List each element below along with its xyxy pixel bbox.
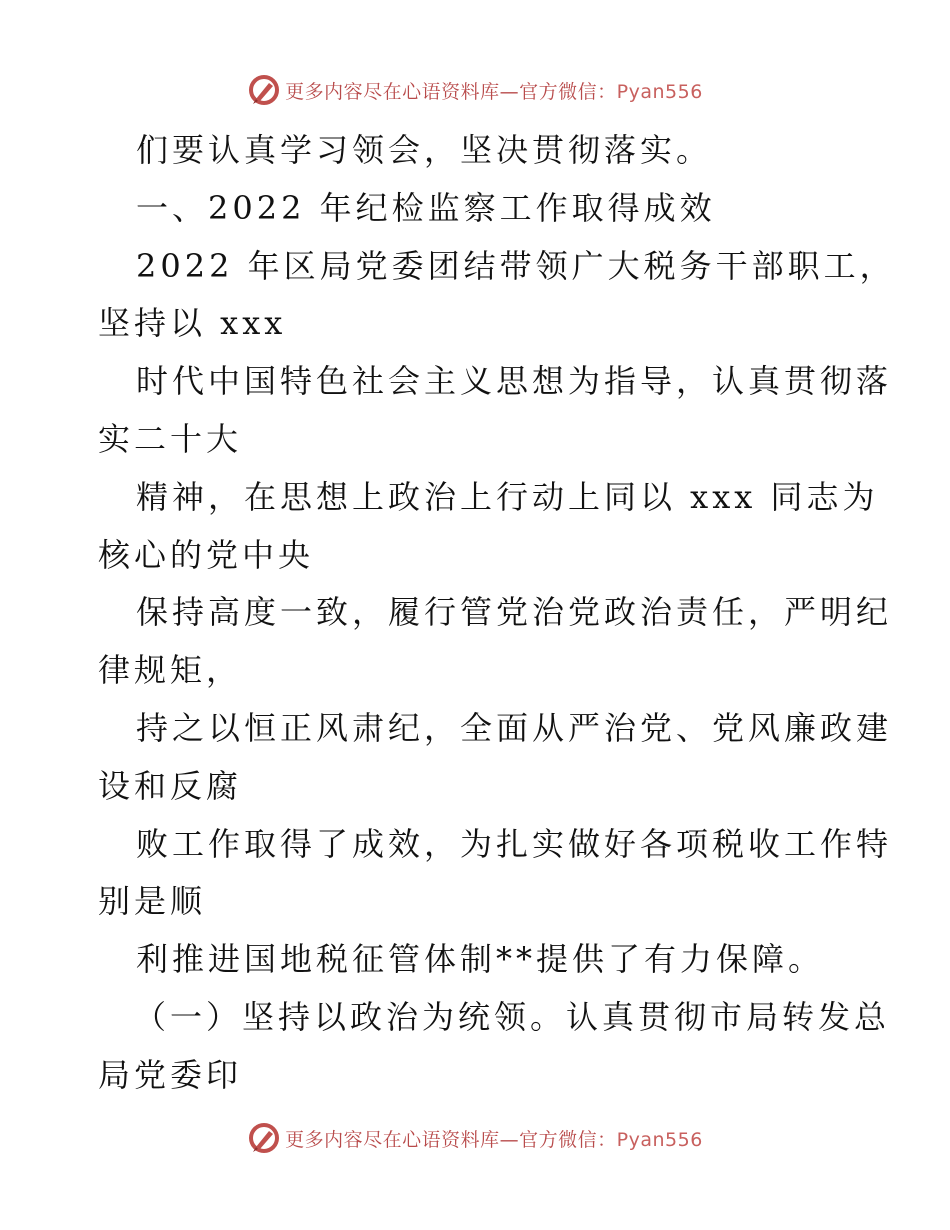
paragraph-line: 们要认真学习领会，坚决贯彻落实。	[136, 131, 713, 169]
header-banner-text	[285, 77, 703, 104]
paragraph-line: 别是顺	[98, 882, 207, 921]
footer-banner-chinese: 更多内容尽在心语资料库—官方微信：	[285, 1128, 617, 1151]
header-banner-chinese: 更多内容尽在心语资料库—官方微信：	[285, 80, 617, 103]
paragraph-line: 实二十大	[98, 419, 243, 458]
header-banner-wechat-id: Pyan556	[616, 80, 703, 103]
paragraph-line: 保持高度一致，履行管党治党政治责任，严明纪	[136, 593, 893, 632]
paragraph-line: 精神，在思想上政治上行动上同以 xxx 同志为	[136, 477, 879, 516]
paragraph-line: 2022 年区局党委团结带领广大税务干部职工，	[136, 246, 896, 285]
section-heading: 一、2022 年纪检监察工作取得成效	[136, 188, 716, 227]
pen-logo-icon	[247, 73, 281, 107]
paragraph-line: 设和反腐	[98, 766, 243, 805]
document-body	[98, 122, 896, 1105]
paragraph-line: 律规矩，	[98, 651, 243, 690]
subsection-heading: （一）坚持以政治为统领。认真贯彻市局转发总	[134, 997, 891, 1036]
header-watermark-banner	[0, 70, 950, 110]
paragraph-line: 时代中国特色社会主义思想为指导，认真贯彻落	[136, 362, 893, 401]
paragraph-line: 局党委印	[98, 1055, 243, 1094]
paragraph-line: 坚持以 xxx	[98, 304, 287, 343]
footer-watermark-banner	[0, 1118, 950, 1158]
footer-banner-wechat-id: Pyan556	[616, 1128, 703, 1151]
paragraph-line: 持之以恒正风肃纪，全面从严治党、党风廉政建	[136, 708, 893, 747]
paragraph-line: 利推进国地税征管体制**提供了有力保障。	[136, 940, 825, 979]
paragraph-line: 败工作取得了成效，为扎实做好各项税收工作特	[136, 824, 893, 863]
footer-banner-text	[285, 1125, 703, 1152]
pen-logo-icon	[247, 1121, 281, 1155]
paragraph-line: 核心的党中央	[98, 535, 315, 574]
